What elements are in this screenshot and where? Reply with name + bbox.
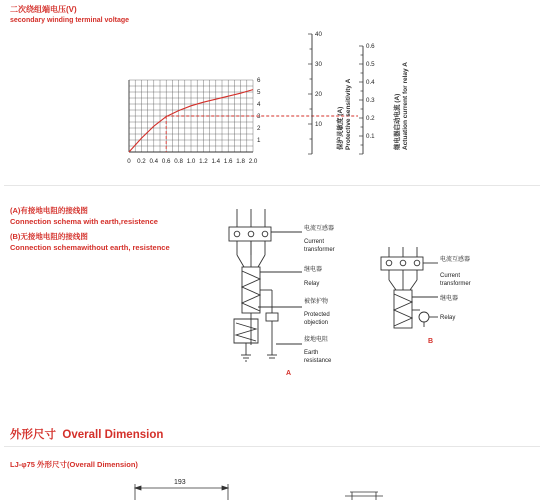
x-tick-label: 0.6	[161, 158, 171, 165]
x-tick-label: 0.2	[137, 158, 146, 165]
x-tick-label: 2.0	[248, 158, 258, 165]
ct-box-b	[381, 257, 423, 270]
y-tick-label: 1	[257, 137, 261, 144]
x-tick-label: 1.2	[199, 158, 208, 165]
axis2-label-cn: 继电器启动电流 (A)	[394, 93, 401, 150]
a-ct-cn: 电流互感器	[304, 226, 335, 232]
diagram-b	[381, 247, 438, 328]
a-relay-en: Relay	[304, 281, 320, 287]
chart-grid	[129, 80, 253, 152]
divider	[4, 185, 540, 186]
b-ct-cn: 电流互感器	[440, 257, 471, 263]
axis-tick-label: 0.5	[366, 61, 375, 69]
axis-tick-label: 0.1	[366, 133, 375, 141]
wiring-diagrams	[0, 195, 548, 390]
overall-title-en: Overall Dimension	[62, 429, 164, 441]
overall-title-cn: 外形尺寸	[10, 429, 56, 441]
schema-b-en: Connection schemawithout earth, resistence	[10, 243, 170, 252]
x-tick-label: 1.8	[236, 158, 245, 165]
ct-box-a	[229, 227, 271, 241]
relay-current-axis	[359, 43, 375, 154]
schema-b-cn: (B)无接地电阻的接线图	[10, 232, 88, 241]
b-relay-en: Relay	[440, 315, 456, 321]
x-tick-label: 0.4	[149, 158, 159, 165]
dimension-193: 193	[174, 479, 186, 486]
y-tick-label: 5	[257, 89, 261, 96]
a-ct-en1: Current	[304, 239, 325, 245]
diagram-b-letter: B	[428, 338, 434, 345]
axis-tick-label: 10	[315, 121, 322, 129]
x-tick-label: 0.8	[174, 158, 183, 165]
a-earth-cn: 接地电阻	[304, 337, 329, 343]
x-tick-label: 0	[127, 158, 131, 165]
a-obj-en1: Protected	[304, 312, 330, 318]
a-earth-en2: resistance	[304, 358, 332, 364]
chart-title: 二次绕组端电压(V)	[10, 5, 77, 14]
axis-tick-label: 0.6	[366, 43, 375, 51]
a-obj-en2: objection	[304, 320, 329, 326]
x-axis-ticks	[127, 158, 258, 165]
axis-tick-label: 0.2	[366, 115, 375, 123]
axis1-label-en: Protective sensitivity A	[345, 78, 352, 150]
b-ct-en1: Current	[440, 273, 461, 279]
axis-tick-label: 0.3	[366, 97, 375, 105]
y-tick-label: 3	[257, 113, 261, 120]
section-divider	[4, 446, 540, 447]
axis-tick-label: 40	[315, 31, 322, 39]
axis-tick-label: 0.4	[366, 79, 375, 87]
b-relay-cn: 继电器	[440, 296, 459, 302]
a-earth-en1: Earth	[304, 350, 319, 356]
sensitivity-axis	[308, 31, 322, 154]
sensitivity-chart	[0, 0, 548, 200]
axis1-label-cn: 保护灵敏度 (A)	[337, 106, 344, 150]
overall-dimension-title	[10, 426, 163, 442]
diagram-a	[229, 209, 302, 361]
diagram-a-letter: A	[286, 370, 292, 377]
b-ct-en2: transformer	[440, 281, 471, 287]
schema-a-cn: (A)有接地电阻的接线图	[10, 206, 88, 215]
y-tick-label: 6	[257, 77, 261, 84]
chart-subtitle: secondary winding terminal voltage	[10, 17, 130, 24]
x-tick-label: 1.6	[223, 158, 233, 165]
a-obj-cn: 被保护物	[304, 299, 329, 305]
y-axis-ticks	[257, 77, 261, 144]
axis2-label-en: Actuation current for relay A	[402, 62, 409, 150]
a-ct-en2: transformer	[304, 247, 335, 253]
a-relay-cn: 继电器	[304, 267, 323, 273]
y-tick-label: 4	[257, 101, 261, 108]
dimension-drawing	[0, 470, 548, 500]
schema-a-en: Connection schema with earth,resistence	[10, 217, 158, 226]
axis-tick-label: 20	[315, 91, 322, 99]
y-tick-label: 2	[257, 125, 261, 132]
x-tick-label: 1.0	[186, 158, 196, 165]
x-tick-label: 1.4	[211, 158, 221, 165]
overall-sub-title: LJ-φ75 外形尺寸(Overall Dimension)	[10, 460, 138, 469]
axis-tick-label: 30	[315, 61, 322, 69]
